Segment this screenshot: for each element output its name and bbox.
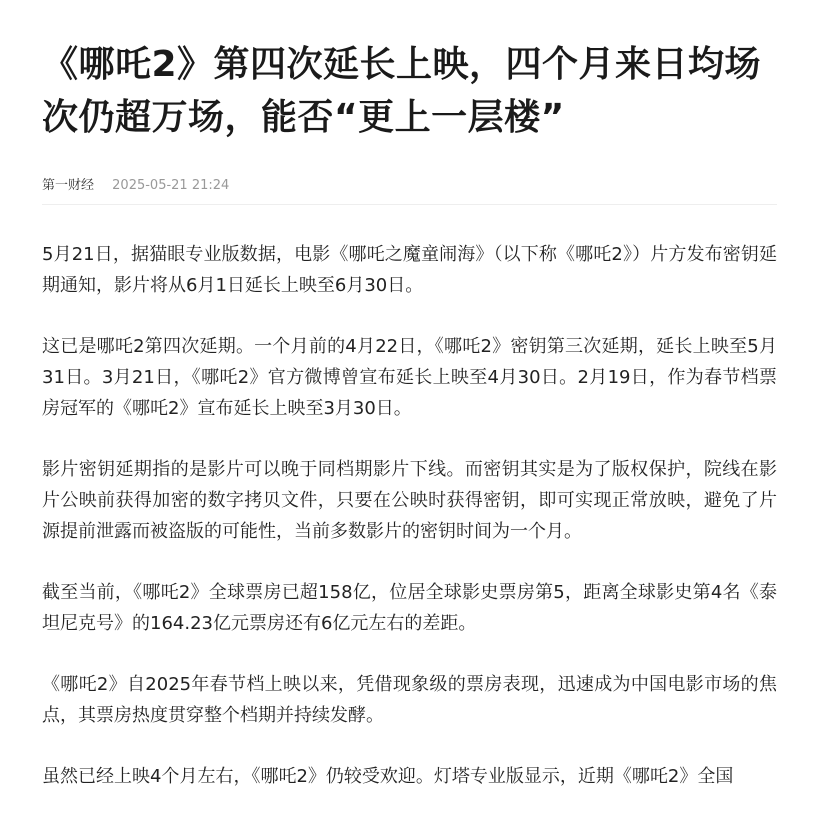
- paragraph: 这已是哪吒2第四次延期。一个月前的4月22日，《哪吒2》密钥第三次延期，延长上映至5月31日。3月21日，《哪吒2》官方微博曾宣布延长上映至4月30日。2月19日，作为春节档票房冠军的《哪吒2》宣布延长上映至3月30日。: [42, 336, 777, 419]
- article-source[interactable]: 第一财经: [42, 178, 95, 193]
- article-title: 《哪吒2》第四次延长上映，四个月来日均场次仍超万场，能否“更上一层楼”: [42, 44, 762, 138]
- article-body: [42, 239, 777, 792]
- article-time: 2025-05-21 21:24: [112, 178, 230, 193]
- paragraph: 虽然已经上映4个月左右，《哪吒2》仍较受欢迎。灯塔专业版显示，近期《哪吒2》全国: [42, 766, 734, 787]
- paragraph: 截至当前，《哪吒2》全球票房已超158亿，位居全球影史票房第5，距离全球影史第4名《泰坦尼克号》的164.23亿元票房还有6亿元左右的差距。: [42, 582, 777, 634]
- paragraph: 影片密钥延期指的是影片可以晚于同档期影片下线。而密钥其实是为了版权保护，院线在影片公映前获得加密的数字拷贝文件，只要在公映时获得密钥，即可实现正常放映，避免了片源提前泄露而被盗版的可能性，当前多数影片的密钥时间为一个月。: [42, 459, 777, 542]
- article-meta: [42, 174, 777, 205]
- article: [42, 0, 777, 822]
- paragraph: 5月21日，据猫眼专业版数据，电影《哪吒之魔童闹海》（以下称《哪吒2》）片方发布密钥延期通知，影片将从6月1日延长上映至6月30日。: [42, 244, 777, 296]
- paragraph: 《哪吒2》自2025年春节档上映以来，凭借现象级的票房表现，迅速成为中国电影市场的焦点，其票房热度贯穿整个档期并持续发酵。: [42, 674, 777, 726]
